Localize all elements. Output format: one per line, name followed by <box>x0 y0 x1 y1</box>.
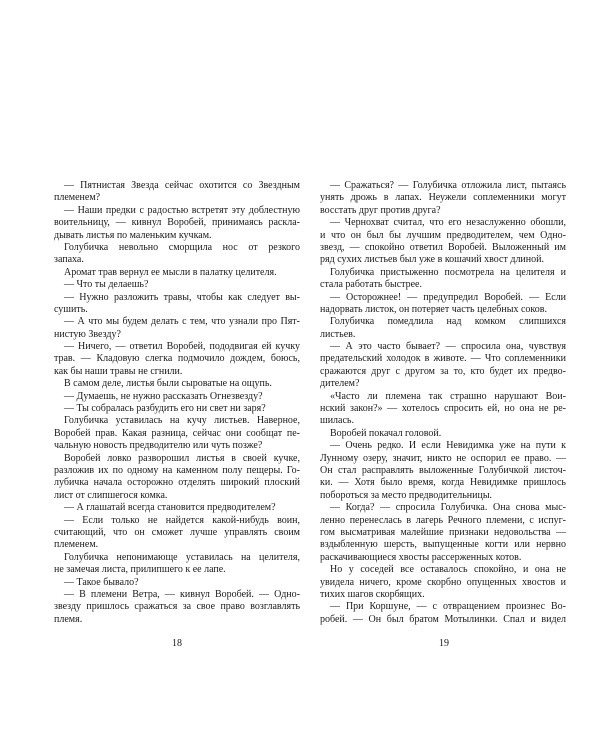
text-line: дывать листья по маленьким кучкам. <box>54 229 212 241</box>
text-line: — А это часто бывает? — спросила она, чувствуя <box>330 341 566 353</box>
text-line: Лунному озеру, значит, никто не оспорил ее право. — <box>320 452 566 464</box>
right-page <box>320 180 566 626</box>
right-page-text <box>320 180 566 626</box>
text-line: — Думаешь, не нужно рассказать Огнезвезду? <box>64 390 263 402</box>
text-line: нистую Звезду? <box>54 328 121 340</box>
text-line: листьев. <box>320 328 356 340</box>
text-line: Он стал расправлять выложенные Голубичкой листоч- <box>320 464 566 476</box>
text-line: гом высматривая малейшие признаки недовольства — <box>320 526 566 538</box>
text-line: раскачивающиеся хвосты рассерженных котов. <box>320 551 522 563</box>
text-line: и что он был бы лучшим предводителем, чем Одно- <box>320 229 566 241</box>
left-page-text <box>54 180 300 626</box>
text-line: сушить. <box>54 303 88 315</box>
text-line: лубичка начала осторожно отделять широкий плоский <box>54 477 300 489</box>
text-line: лист от слипшегося комка. <box>54 489 168 501</box>
text-line: — Пятнистая Звезда сейчас охотится со Звездным <box>64 180 300 191</box>
text-line: племя. <box>54 613 83 625</box>
text-line: восстать друг против друга? <box>320 204 441 216</box>
text-line: племенем? <box>54 192 101 204</box>
text-line: разложив их по одному на каменном полу пещеры. Го- <box>54 464 300 476</box>
text-line: нский закон?» — хотелось спросить ей, но она не ре- <box>320 403 566 415</box>
text-line: — Осторожнее! — предупредил Воробей. — Если <box>330 291 566 303</box>
page-number-left: 18 <box>172 638 182 649</box>
text-line: считающий, что он сможет лучше управлять своим <box>54 526 300 538</box>
text-line: — А что мы будем делать с тем, что узнали про Пят- <box>64 316 300 328</box>
text-line: воительницу, — кивнул Воробей, принимаясь раскла- <box>54 217 300 229</box>
text-line: вздыбленную шерсть, выпущенные когти или нервно <box>320 539 566 551</box>
text-line: унять дрожь в лапах. Неужели соплеменники могут <box>320 192 566 204</box>
text-line: — Очень редко. И если Невидимка уже на пути к <box>330 440 566 452</box>
text-line: Воробей покачал головой. <box>330 427 442 439</box>
text-line: звезду пришлось сражаться за свое право возглавлять <box>54 601 300 613</box>
text-line: Голубичка непонимающе уставилась на целителя, <box>64 551 300 563</box>
text-line: — В племени Ветра, — кивнул Воробей. — Одно- <box>64 588 300 600</box>
text-line: Аромат трав вернул ее мысли в палатку целителя. <box>64 266 277 278</box>
text-line: не замечая листа, прилипшего к ее лапе. <box>54 564 226 576</box>
text-line: ряд сухих листьев был уже в кошачий хвост длиной. <box>320 254 544 266</box>
text-line: ки. — Хотя было время, когда Невидимке пришлось <box>320 477 566 489</box>
text-line: сражаются друг с другом за то, кто будет их предво- <box>320 365 566 377</box>
text-line: — Такое бывало? <box>64 576 139 588</box>
text-line: шилась. <box>320 415 354 427</box>
left-page <box>54 180 300 626</box>
text-line: Воробей ловко разворошил листья в своей кучке, <box>64 452 300 464</box>
text-line: запаха. <box>54 254 84 266</box>
text-line: Голубичка пристыженно посмотрела на целителя и <box>330 266 566 278</box>
text-line: — Ничего, — ответил Воробей, пододвигая ей кучку <box>64 341 300 353</box>
text-line: побороться за место предводительницы. <box>320 489 493 501</box>
text-line: — Сражаться? — Голубичка отложила лист, пытаясь <box>330 180 566 191</box>
text-line: увидела ничего, кроме скорбно опущенных хвостов и <box>320 576 566 588</box>
text-line: — Нужно разложить травы, чтобы как следует вы- <box>64 291 300 303</box>
text-line: как бы наши травы не сгнили. <box>54 365 183 377</box>
text-line: — Ты собралась разбудить его ни свет ни заря? <box>64 403 266 415</box>
text-line: предательский холодок в животе. — Что соплеменники <box>320 353 566 365</box>
text-line: тихих шагов скорбящих. <box>320 588 425 600</box>
text-line: Голубичка помедлила над комком слипшихся <box>330 316 566 328</box>
text-line: стала работать быстрее. <box>320 279 422 291</box>
text-line: робей. — Он был братом Мотылинки. Спал и видел <box>320 613 566 625</box>
text-line: племенем. <box>54 539 99 551</box>
text-line: Воробей прав. Какая разница, сейчас они сообщат пе- <box>54 427 300 439</box>
text-line: «Часто ли племена так страшно нарушают Вои- <box>330 390 566 402</box>
text-line: — А глашатай всегда становится предводителем? <box>64 502 276 514</box>
text-line: — Наши предки с радостью встретят эту доблестную <box>64 204 300 216</box>
text-line: звезд, — спокойно ответил Воробей. Выложенный им <box>320 241 566 253</box>
text-line: надорвать листок, он потеряет часть целебных соков. <box>320 303 547 315</box>
text-line: Но у соседей все оставалось спокойно, и она не <box>330 564 566 576</box>
text-line: В самом деле, листья были сыроватые на ощупь. <box>64 378 272 390</box>
text-line: — Если только не найдется какой-нибудь воин, <box>64 514 300 526</box>
text-line: — Чернохват считал, что его незаслуженно обошли, <box>330 217 566 229</box>
text-line: чальную новость предводителю или чуть позже? <box>54 440 263 452</box>
text-line: — Что ты делаешь? <box>64 279 149 291</box>
text-line: — Когда? — спросила Голубичка. Она снова мыс- <box>330 502 566 514</box>
text-line: Голубичка невольно сморщила нос от резкого <box>64 241 300 253</box>
text-line: дителем? <box>320 378 360 390</box>
text-line: ленно перенеслась в лагерь Речного племени, с испуг- <box>320 514 566 526</box>
text-line: трав. — Кладовую слегка подмочило дождем, боюсь, <box>54 353 300 365</box>
page-number-right: 19 <box>439 638 449 649</box>
text-line: Голубичка уставилась на кучу листьев. Наверное, <box>64 415 300 427</box>
text-line: — При Коршуне, — с отвращением произнес Во- <box>330 601 566 613</box>
